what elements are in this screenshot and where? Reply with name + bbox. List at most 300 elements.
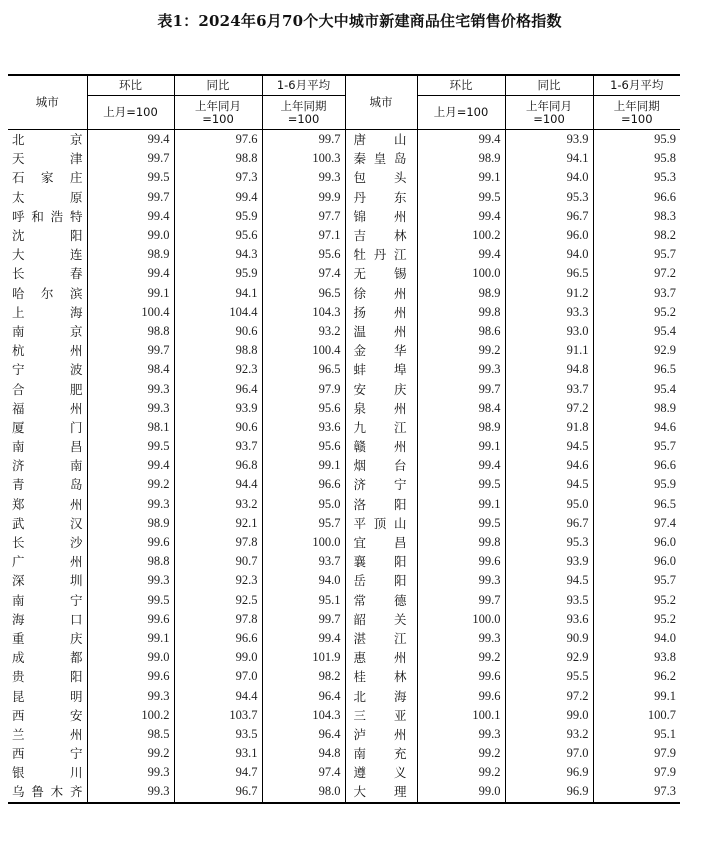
col-header-yoy-right: 同比 [505,75,593,96]
mom-value-right: 99.5 [417,188,505,207]
avg-value-left: 99.3 [262,168,345,187]
mom-base-left: 上月=100 [87,96,174,130]
avg-value-right: 95.7 [593,245,680,264]
mom-value-right: 99.2 [417,763,505,782]
yoy-value-right: 90.9 [505,629,593,648]
avg-value-left: 96.4 [262,686,345,705]
col-header-yoy-left: 同比 [174,75,262,96]
table-row [8,303,680,322]
yoy-value-right: 91.2 [505,284,593,303]
mom-value-left: 99.5 [87,591,174,610]
mom-value-left: 99.7 [87,149,174,168]
mom-value-left: 99.2 [87,475,174,494]
city-name-left: 南 昌 [12,439,83,455]
avg-value-right: 95.3 [593,168,680,187]
city-name-right: 宜 昌 [345,533,417,552]
yoy-value-left: 93.1 [174,744,262,763]
city-name-left: 沈 阳 [12,228,83,244]
mom-value-right: 98.6 [417,322,505,341]
avg-value-right: 95.4 [593,322,680,341]
table-row [8,130,680,150]
avg-value-right: 98.9 [593,399,680,418]
yoy-value-right: 93.7 [505,379,593,398]
city-name-right: 牡 丹 江 [345,245,417,264]
yoy-value-right: 93.5 [505,591,593,610]
avg-value-right: 95.8 [593,149,680,168]
mom-value-left: 98.4 [87,360,174,379]
avg-value-left: 95.1 [262,591,345,610]
mom-value-right: 99.3 [417,725,505,744]
avg-value-right: 96.0 [593,552,680,571]
avg-value-left: 96.5 [262,360,345,379]
city-name-left: 大 连 [12,247,83,263]
avg-value-left: 98.0 [262,782,345,802]
city-name-left: 合 肥 [12,381,83,397]
city-name-left: 成 都 [12,650,83,666]
city-name-left: 兰 州 [12,726,83,742]
mom-value-left: 99.5 [87,168,174,187]
avg-value-left: 100.4 [262,341,345,360]
table-row [8,648,680,667]
table-row [8,341,680,360]
avg-value-left: 96.6 [262,475,345,494]
avg-value-right: 97.3 [593,782,680,802]
avg-value-left: 96.5 [262,284,345,303]
avg-value-right: 97.9 [593,744,680,763]
yoy-value-left: 97.8 [174,610,262,629]
mom-value-left: 99.0 [87,226,174,245]
mom-value-left: 100.4 [87,303,174,322]
yoy-value-left: 103.7 [174,706,262,725]
yoy-base-right: 上年同月 =100 [505,96,593,130]
price-index-table [8,74,680,804]
mom-value-left: 99.1 [87,629,174,648]
mom-value-left: 100.2 [87,706,174,725]
city-name-right: 赣 州 [345,437,417,456]
yoy-value-left: 95.9 [174,264,262,283]
yoy-value-right: 95.0 [505,495,593,514]
yoy-value-left: 92.5 [174,591,262,610]
avg-value-right: 92.9 [593,341,680,360]
mom-value-right: 100.2 [417,226,505,245]
avg-value-right: 96.0 [593,533,680,552]
avg-value-right: 93.7 [593,284,680,303]
avg-value-left: 97.7 [262,207,345,226]
city-name-left: 杭 州 [12,343,83,359]
mom-value-left: 99.3 [87,782,174,802]
yoy-value-left: 92.3 [174,360,262,379]
city-name-left: 重 庆 [12,630,83,646]
yoy-value-left: 96.8 [174,456,262,475]
city-name-right: 扬 州 [345,303,417,322]
mom-value-right: 99.8 [417,303,505,322]
yoy-value-right: 94.8 [505,360,593,379]
avg-value-left: 100.3 [262,149,345,168]
city-name-right: 南 充 [345,744,417,763]
yoy-value-right: 96.0 [505,226,593,245]
city-name-right: 三 亚 [345,706,417,725]
city-name-left: 呼和浩特 [12,208,83,224]
yoy-value-right: 96.9 [505,782,593,802]
yoy-value-right: 93.2 [505,725,593,744]
city-name-right: 温 州 [345,322,417,341]
avg-value-left: 99.7 [262,610,345,629]
mom-value-right: 99.5 [417,514,505,533]
avg-value-left: 93.6 [262,418,345,437]
yoy-value-right: 94.5 [505,437,593,456]
mom-value-left: 98.5 [87,725,174,744]
col-header-city-right: 城市 [345,75,417,130]
yoy-value-right: 94.1 [505,149,593,168]
city-name-right: 平 顶 山 [345,514,417,533]
yoy-value-left: 90.7 [174,552,262,571]
table-row [8,207,680,226]
table-row [8,264,680,283]
city-name-left: 福 州 [12,400,83,416]
city-name-left: 长 沙 [12,535,83,551]
avg-value-left: 99.4 [262,629,345,648]
mom-value-right: 99.4 [417,207,505,226]
table-row [8,149,680,168]
city-name-right: 泉 州 [345,399,417,418]
city-name-right: 徐 州 [345,284,417,303]
yoy-value-right: 94.5 [505,475,593,494]
mom-value-left: 98.9 [87,514,174,533]
avg-value-left: 93.2 [262,322,345,341]
city-name-left: 西 宁 [12,746,83,762]
city-name-right: 包 头 [345,168,417,187]
avg-value-right: 95.7 [593,437,680,456]
yoy-value-right: 95.3 [505,188,593,207]
table-row [8,744,680,763]
mom-value-left: 98.8 [87,322,174,341]
col-header-city-left: 城市 [8,75,87,130]
city-name-right: 唐 山 [345,130,417,150]
mom-value-right: 99.6 [417,667,505,686]
avg-value-left: 93.7 [262,552,345,571]
avg-value-left: 98.2 [262,667,345,686]
avg-value-right: 95.9 [593,475,680,494]
city-name-left: 海 口 [12,611,83,627]
yoy-base-left: 上年同月 =100 [174,96,262,130]
avg-value-right: 97.9 [593,763,680,782]
mom-value-left: 99.4 [87,456,174,475]
yoy-value-left: 99.0 [174,648,262,667]
avg-value-right: 96.5 [593,495,680,514]
city-name-left: 昆 明 [12,688,83,704]
table-row [8,418,680,437]
yoy-value-right: 95.3 [505,533,593,552]
city-name-right: 遵 义 [345,763,417,782]
avg-value-left: 95.6 [262,399,345,418]
city-name-right: 安 庆 [345,379,417,398]
mom-value-right: 99.7 [417,379,505,398]
table-row [8,437,680,456]
mom-value-right: 99.3 [417,571,505,590]
yoy-value-right: 93.0 [505,322,593,341]
mom-value-left: 98.9 [87,245,174,264]
avg-value-right: 96.6 [593,188,680,207]
table-title: 表1：2024年6月70个大中城市新建商品住宅销售价格指数 [157,12,562,30]
table-body [8,130,680,803]
city-name-right: 岳 阳 [345,571,417,590]
yoy-value-left: 94.7 [174,763,262,782]
avg-value-left: 95.6 [262,437,345,456]
mom-value-right: 99.8 [417,533,505,552]
table-row [8,360,680,379]
avg-value-right: 95.2 [593,591,680,610]
avg-value-right: 98.2 [593,226,680,245]
mom-value-left: 99.4 [87,207,174,226]
table-row [8,591,680,610]
mom-value-right: 99.3 [417,360,505,379]
mom-value-right: 100.0 [417,610,505,629]
yoy-value-right: 94.0 [505,168,593,187]
yoy-value-right: 96.5 [505,264,593,283]
table-row [8,284,680,303]
avg-value-left: 94.8 [262,744,345,763]
yoy-value-left: 94.1 [174,284,262,303]
city-name-right: 常 德 [345,591,417,610]
avg-value-right: 95.7 [593,571,680,590]
table-row [8,399,680,418]
mom-value-left: 99.3 [87,571,174,590]
yoy-value-left: 95.9 [174,207,262,226]
table-row [8,629,680,648]
table-row [8,226,680,245]
city-name-right: 金 华 [345,341,417,360]
yoy-value-right: 94.5 [505,571,593,590]
table-row [8,782,680,802]
yoy-value-left: 94.3 [174,245,262,264]
yoy-value-left: 90.6 [174,418,262,437]
yoy-value-left: 94.4 [174,686,262,705]
city-name-right: 北 海 [345,686,417,705]
city-name-left: 北 京 [12,132,83,148]
city-name-left: 天 津 [12,151,83,167]
city-name-left: 武 汉 [12,515,83,531]
avg-value-left: 97.9 [262,379,345,398]
avg-value-left: 95.0 [262,495,345,514]
yoy-value-right: 96.9 [505,763,593,782]
mom-value-right: 98.9 [417,284,505,303]
yoy-value-left: 90.6 [174,322,262,341]
yoy-value-left: 95.6 [174,226,262,245]
table-row [8,245,680,264]
table-row [8,475,680,494]
city-name-right: 泸 州 [345,725,417,744]
avg-value-right: 96.6 [593,456,680,475]
table-row [8,686,680,705]
mom-value-right: 99.3 [417,629,505,648]
city-name-right: 济 宁 [345,475,417,494]
city-name-left: 宁 波 [12,362,83,378]
avg-value-right: 95.2 [593,303,680,322]
yoy-value-right: 93.3 [505,303,593,322]
city-name-right: 大 理 [345,782,417,802]
table-row [8,495,680,514]
mom-value-right: 98.9 [417,418,505,437]
mom-value-right: 99.4 [417,245,505,264]
city-name-right: 韶 关 [345,610,417,629]
mom-value-left: 99.3 [87,763,174,782]
table-row [8,706,680,725]
city-name-left: 贵 阳 [12,669,83,685]
yoy-value-right: 94.0 [505,245,593,264]
avg-value-right: 95.9 [593,130,680,150]
yoy-value-left: 93.9 [174,399,262,418]
city-name-left: 哈 尔 滨 [12,285,83,301]
yoy-value-right: 97.0 [505,744,593,763]
table-row [8,725,680,744]
yoy-value-right: 92.9 [505,648,593,667]
yoy-value-left: 96.6 [174,629,262,648]
city-name-right: 湛 江 [345,629,417,648]
mom-value-right: 99.1 [417,168,505,187]
avg-value-left: 99.7 [262,130,345,150]
table-row [8,610,680,629]
avg-value-left: 104.3 [262,303,345,322]
city-name-left: 长 春 [12,266,83,282]
mom-value-left: 99.6 [87,533,174,552]
avg-value-right: 97.4 [593,514,680,533]
mom-value-right: 99.2 [417,744,505,763]
avg-value-right: 95.1 [593,725,680,744]
yoy-value-right: 97.2 [505,399,593,418]
mom-value-right: 99.5 [417,475,505,494]
mom-value-left: 99.5 [87,437,174,456]
avg-value-left: 97.1 [262,226,345,245]
city-name-right: 蚌 埠 [345,360,417,379]
mom-value-left: 99.3 [87,686,174,705]
city-name-left: 广 州 [12,554,83,570]
mom-value-right: 99.0 [417,782,505,802]
col-header-avg-right: 1-6月平均 [593,75,680,96]
avg-base-right: 上年同期 =100 [593,96,680,130]
avg-value-left: 94.0 [262,571,345,590]
mom-value-right: 99.4 [417,130,505,150]
city-name-left: 青 岛 [12,477,83,493]
yoy-value-left: 92.3 [174,571,262,590]
col-header-mom-right: 环比 [417,75,505,96]
yoy-value-left: 93.7 [174,437,262,456]
city-name-left: 太 原 [12,189,83,205]
yoy-value-left: 99.4 [174,188,262,207]
mom-value-right: 99.2 [417,648,505,667]
mom-value-left: 99.2 [87,744,174,763]
mom-value-left: 99.7 [87,188,174,207]
mom-value-right: 98.4 [417,399,505,418]
table-row [8,456,680,475]
yoy-value-left: 97.0 [174,667,262,686]
avg-value-right: 93.8 [593,648,680,667]
mom-value-right: 99.4 [417,456,505,475]
avg-value-left: 104.3 [262,706,345,725]
city-name-left: 郑 州 [12,496,83,512]
mom-value-left: 99.3 [87,399,174,418]
table-row [8,763,680,782]
mom-value-right: 98.9 [417,149,505,168]
mom-value-left: 99.3 [87,495,174,514]
mom-value-right: 99.6 [417,552,505,571]
avg-value-left: 96.4 [262,725,345,744]
city-name-right: 九 江 [345,418,417,437]
mom-value-left: 99.6 [87,610,174,629]
city-name-right: 惠 州 [345,648,417,667]
yoy-value-left: 97.8 [174,533,262,552]
table-row [8,667,680,686]
header-row-1 [8,75,680,96]
mom-value-right: 100.1 [417,706,505,725]
mom-value-left: 99.7 [87,341,174,360]
yoy-value-right: 99.0 [505,706,593,725]
city-name-left: 西 安 [12,707,83,723]
avg-value-right: 95.2 [593,610,680,629]
yoy-value-right: 97.2 [505,686,593,705]
mom-value-left: 99.0 [87,648,174,667]
table-row [8,533,680,552]
city-name-right: 丹 东 [345,188,417,207]
city-name-left: 厦 门 [12,419,83,435]
mom-value-right: 99.6 [417,686,505,705]
city-name-right: 洛 阳 [345,495,417,514]
table-row [8,552,680,571]
mom-value-right: 99.1 [417,437,505,456]
yoy-value-right: 93.9 [505,130,593,150]
table-row [8,379,680,398]
avg-value-right: 95.4 [593,379,680,398]
yoy-value-left: 96.4 [174,379,262,398]
mom-value-right: 99.1 [417,495,505,514]
city-name-left: 乌鲁木齐 [12,784,83,800]
avg-value-right: 94.6 [593,418,680,437]
table-row [8,571,680,590]
avg-value-left: 100.0 [262,533,345,552]
yoy-value-left: 97.6 [174,130,262,150]
yoy-value-right: 91.8 [505,418,593,437]
table-row [8,514,680,533]
col-header-mom-left: 环比 [87,75,174,96]
table-row [8,322,680,341]
yoy-value-left: 93.2 [174,495,262,514]
yoy-value-right: 94.6 [505,456,593,475]
city-name-left: 上 海 [12,304,83,320]
mom-value-right: 99.7 [417,591,505,610]
mom-value-left: 98.1 [87,418,174,437]
avg-value-right: 96.2 [593,667,680,686]
mom-value-right: 100.0 [417,264,505,283]
mom-value-left: 99.1 [87,284,174,303]
city-name-right: 秦 皇 岛 [345,149,417,168]
city-name-right: 桂 林 [345,667,417,686]
city-name-left: 济 南 [12,458,83,474]
yoy-value-right: 93.6 [505,610,593,629]
yoy-value-left: 97.3 [174,168,262,187]
yoy-value-left: 93.5 [174,725,262,744]
mom-value-left: 99.4 [87,264,174,283]
mom-value-left: 98.8 [87,552,174,571]
avg-value-right: 99.1 [593,686,680,705]
city-name-right: 吉 林 [345,226,417,245]
yoy-value-left: 98.8 [174,341,262,360]
mom-value-left: 99.4 [87,130,174,150]
avg-value-right: 100.7 [593,706,680,725]
city-name-right: 锦 州 [345,207,417,226]
city-name-left: 南 京 [12,323,83,339]
avg-value-left: 99.1 [262,456,345,475]
col-header-avg-left: 1-6月平均 [262,75,345,96]
avg-base-left: 上年同期 =100 [262,96,345,130]
